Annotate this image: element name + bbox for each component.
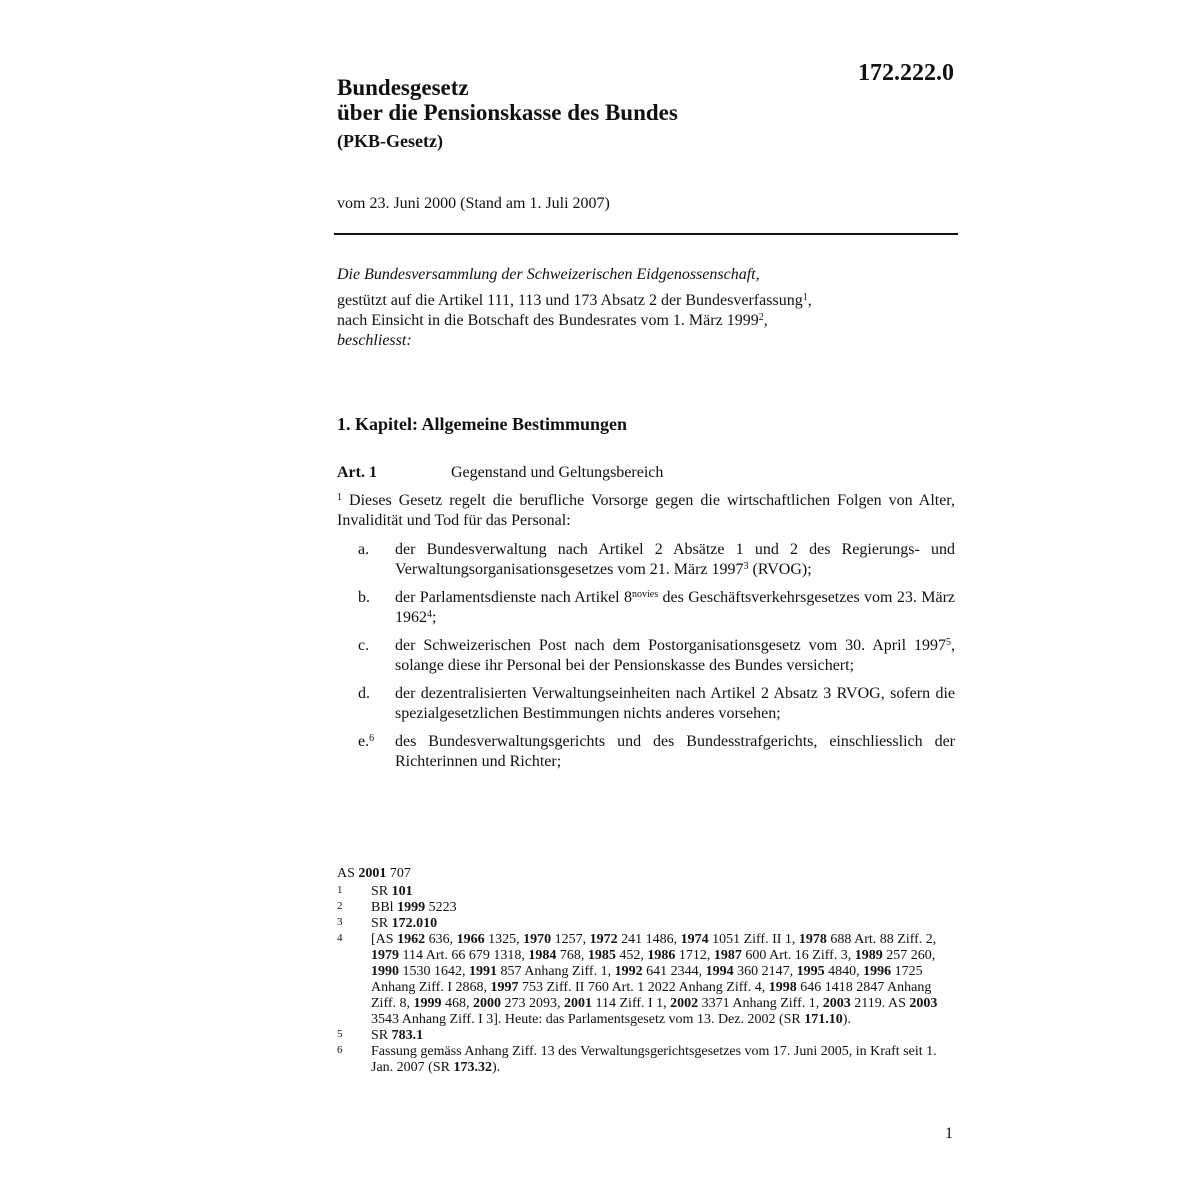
article-title: Gegenstand und Geltungsbereich [451, 464, 664, 481]
footnote-text: SR [371, 1028, 392, 1043]
footnote-3 [337, 916, 957, 932]
footnote-number: 5 [337, 1028, 343, 1040]
scope-list [337, 540, 955, 780]
footnotes [337, 866, 957, 1076]
preamble-message-text: nach Einsicht in die Botschaft des Bundesrates vom 1. März 1999 [337, 312, 759, 329]
law-title [337, 75, 955, 125]
citation-text: 452, [615, 948, 648, 963]
citation-year: 2002 [670, 996, 699, 1011]
list-item-text-end: ; [432, 609, 437, 626]
article-heading [337, 463, 955, 483]
chapter-heading: 1. Kapitel: Allgemeine Bestimmungen [337, 414, 627, 434]
law-title-line-1: Bundesgesetz [337, 75, 469, 100]
as-prefix: AS [337, 866, 359, 881]
citation-text: 753 Ziff. II 760 Art. 1 2022 Anhang Ziff. 4, [518, 980, 769, 995]
citation-text: 3371 Anhang Ziff. 1, [698, 996, 823, 1011]
preamble [337, 265, 955, 351]
citation-text: [AS [371, 932, 398, 947]
citation-text: 257 260, [882, 948, 936, 963]
citation-year: 1974 [680, 932, 709, 947]
citation-text: 114 Art. 66 679 1318, [399, 948, 529, 963]
citation-year: 1978 [798, 932, 827, 947]
article-superscript-novies: novies [632, 589, 659, 600]
footnote-ref-4[interactable]: 4 [427, 609, 432, 620]
footnote-number: 2 [337, 900, 343, 912]
citation-year: 1970 [523, 932, 552, 947]
citation-text: 468, [441, 996, 474, 1011]
citation-text: 2119. AS [850, 996, 910, 1011]
citation-text: 641 2344, [642, 964, 706, 979]
citation-text: 1725 Anhang Ziff. I 2868, [371, 964, 923, 995]
citation-text: 857 Anhang Ziff. 1, [497, 964, 615, 979]
list-item-label: b. [358, 589, 370, 606]
list-item-label: a. [358, 541, 370, 558]
citation-text: 1051 Ziff. II 1, [708, 932, 799, 947]
list-item-text: des Bundesverwaltungsgerichts und des Bundesstrafgerichts, einschliesslich der Richterinnen und Richter; [395, 733, 955, 770]
official-compilation-ref [337, 866, 957, 882]
preamble-message [337, 311, 955, 331]
preamble-basis-punct: , [807, 292, 812, 309]
citation-text: 688 Art. 88 Ziff. 2, [826, 932, 937, 947]
list-item-label: d. [358, 685, 370, 702]
list-item-c [337, 636, 955, 676]
preamble-basis [337, 291, 955, 311]
list-item-text-end: (RVOG); [748, 561, 812, 578]
footnote-ref-1[interactable]: 1 [802, 292, 808, 303]
law-abbreviation: (PKB-Gesetz) [337, 131, 443, 151]
footnote-number: 3 [337, 916, 343, 928]
footnote-ref-bold: 172.010 [391, 916, 438, 931]
citation-year: 1966 [456, 932, 485, 947]
footnote-text-end: ). [491, 1060, 501, 1075]
footnote-ref-2[interactable]: 2 [758, 312, 764, 323]
law-title-line-2: über die Pensionskasse des Bundes [337, 100, 678, 125]
citation-year: 1986 [647, 948, 676, 963]
paragraph-mark: 1 [337, 492, 342, 503]
citation-year: 1995 [796, 964, 825, 979]
citation-year: 1985 [587, 948, 616, 963]
as-year: 2001 [358, 866, 387, 881]
citation-year: 1994 [705, 964, 734, 979]
date-line: vom 23. Juni 2000 (Stand am 1. Juli 2007) [337, 195, 610, 212]
citation-text: 636, [425, 932, 457, 947]
list-item-label: c. [358, 637, 370, 654]
citation-year: 2001 [564, 996, 593, 1011]
article-number: Art. 1 [337, 464, 377, 481]
as-page: 707 [386, 866, 411, 881]
footnote-number: 6 [337, 1044, 343, 1056]
title-divider [334, 233, 958, 235]
citation-year: 1998 [768, 980, 797, 995]
citation-text: 600 Art. 16 Ziff. 3, [741, 948, 855, 963]
citation-text: 646 1418 2847 Anhang Ziff. 8, [371, 980, 932, 1011]
footnote-number: 4 [337, 932, 343, 944]
citation-text: 360 2147, [733, 964, 797, 979]
footnote-6 [337, 1044, 957, 1076]
list-item-text: der Schweizerischen Post nach dem Postorganisationsgesetz vom 30. April 1997 [395, 637, 946, 654]
list-item-text-mid: des Geschäftsverkehrsgesetzes vom 23. März 1962 [395, 589, 956, 626]
footnote-ref-bold: 783.1 [391, 1028, 424, 1043]
citation-year: 1979 [371, 948, 399, 963]
footnote-text: SR [371, 916, 392, 931]
citation-year: 1962 [397, 932, 426, 947]
footnote-ref-bold: 173.32 [453, 1060, 492, 1075]
citation-year: 2000 [473, 996, 502, 1011]
list-item-text: der Parlamentsdienste nach Artikel 8 [395, 589, 632, 606]
list-item-letter: e. [358, 733, 370, 750]
citation-year: 1989 [854, 948, 883, 963]
footnote-ref-5[interactable]: 5 [946, 637, 951, 648]
footnote-text: Fassung gemäss Anhang Ziff. 13 des Verwaltungsgerichtsgesetzes vom 17. Juni 2005, in Kraft seit 1. Jan. 2007 (SR [371, 1044, 937, 1075]
footnote-text: BBl [371, 900, 398, 915]
citation-year: 1991 [469, 964, 497, 979]
footnote-text-end: 5223 [425, 900, 457, 915]
list-item-d [337, 684, 955, 724]
citation-text: ). [842, 1012, 851, 1027]
sr-number: 172.222.0 [858, 60, 954, 86]
footnote-number: 1 [337, 884, 343, 896]
citation-year: 171.10 [804, 1012, 843, 1027]
footnote-ref-6[interactable]: 6 [369, 733, 375, 744]
preamble-authority: Die Bundesversammlung der Schweizerischen Eidgenossenschaft, [337, 266, 760, 283]
citation-year: 1972 [589, 932, 618, 947]
citation-text: 1325, [484, 932, 524, 947]
footnote-1 [337, 884, 957, 900]
preamble-message-punct: , [763, 312, 768, 329]
citation-text: 1257, [551, 932, 590, 947]
citation-year: 1996 [863, 964, 892, 979]
citation-text: 114 Ziff. I 1, [592, 996, 671, 1011]
list-item-text: der Bundesverwaltung nach Artikel 2 Absätze 1 und 2 des Regierungs- und Verwaltungsorganisationsgesetzes vom 21. März 1997 [395, 541, 955, 578]
footnote-4 [337, 932, 957, 1028]
list-item-b [337, 588, 955, 628]
citation-year: 1999 [413, 996, 442, 1011]
citation-year: 1987 [713, 948, 742, 963]
citation-year: 1997 [490, 980, 519, 995]
list-item-a [337, 540, 955, 580]
footnote-ref-bold: 1999 [397, 900, 426, 915]
citation-year: 1984 [528, 948, 557, 963]
page-number: 1 [945, 1125, 953, 1142]
footnote-ref-bold: 101 [391, 884, 413, 899]
footnote-5 [337, 1028, 957, 1044]
article-paragraph-1 [337, 491, 955, 531]
preamble-basis-text: gestützt auf die Artikel 111, 113 und 173 Absatz 2 der Bundesverfassung [337, 292, 803, 309]
citation-year: 2003 [909, 996, 938, 1011]
list-item-e [337, 732, 955, 772]
citation-text: 768, [556, 948, 588, 963]
list-item-text: der dezentralisierten Verwaltungseinheiten nach Artikel 2 Absatz 3 RVOG, sofern die spezialgesetzlichen Bestimmungen nichts anderes vorsehen; [395, 685, 955, 722]
citation-text: 3543 Anhang Ziff. I 3]. Heute: das Parlamentsgesetz vom 13. Dez. 2002 (SR [371, 1012, 805, 1027]
paragraph-text: Dieses Gesetz regelt die berufliche Vorsorge gegen die wirtschaftlichen Folgen von Alter, Invalidität und Tod für das Personal: [337, 492, 955, 529]
citation-text: 4840, [824, 964, 864, 979]
citation-text: 1712, [675, 948, 714, 963]
list-item-label [358, 732, 374, 752]
footnote-2 [337, 900, 957, 916]
citation-text: 1530 1642, [399, 964, 469, 979]
citation-year: 1992 [614, 964, 643, 979]
preamble-decision: beschliesst: [337, 332, 412, 349]
citation-year: 1990 [371, 964, 399, 979]
footnote-ref-3[interactable]: 3 [743, 561, 749, 572]
citation-year: 2003 [822, 996, 851, 1011]
list-item-text-end: , solange diese ihr Personal bei der Pensionskasse des Bundes versichert; [395, 637, 955, 674]
footnote-text [371, 932, 937, 1027]
citation-text: 273 2093, [501, 996, 565, 1011]
citation-text: 241 1486, [617, 932, 681, 947]
footnote-text: SR [371, 884, 392, 899]
